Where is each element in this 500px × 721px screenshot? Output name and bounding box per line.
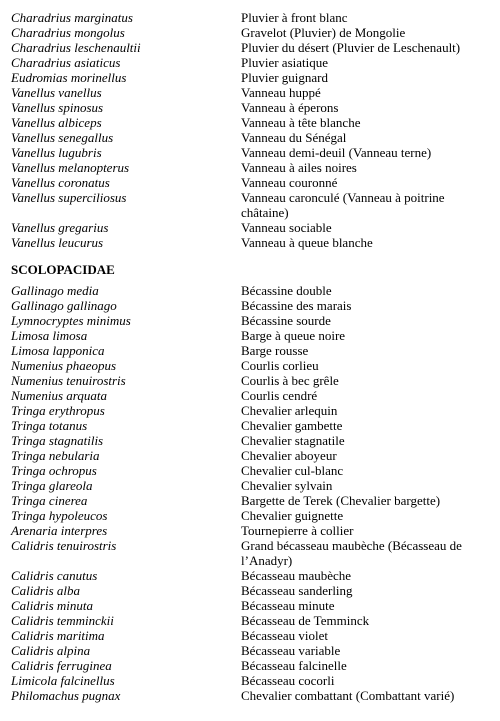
- latin-name: Vanellus melanopterus: [11, 160, 130, 175]
- latin-name: Limosa limosa: [11, 328, 88, 343]
- latin-name: Eudromias morinellus: [11, 70, 127, 85]
- french-name: Bécasseau minute: [241, 598, 335, 613]
- french-name: Grand bécasseau maubèche (Bécasseau de l’Anadyr): [241, 538, 462, 568]
- latin-name: Tringa totanus: [11, 418, 88, 433]
- latin-name: Vanellus spinosus: [11, 100, 104, 115]
- latin-name: Arenaria interpres: [11, 523, 108, 538]
- french-name: Courlis corlieu: [241, 358, 319, 373]
- french-name: Vanneau du Sénégal: [241, 130, 347, 145]
- french-name: Courlis à bec grêle: [241, 373, 339, 388]
- french-name: Chevalier aboyeur: [241, 448, 337, 463]
- latin-name: Tringa cinerea: [11, 493, 88, 508]
- french-name: Chevalier guignette: [241, 508, 344, 523]
- latin-name: Charadrius leschenaultii: [11, 40, 141, 55]
- french-name: Vanneau à tête blanche: [241, 115, 361, 130]
- latin-name: Calidris alpina: [11, 643, 91, 658]
- french-name: Bécasseau maubèche: [241, 568, 352, 583]
- latin-name: Lymnocryptes minimus: [11, 313, 131, 328]
- french-name: Courlis cendré: [241, 388, 318, 403]
- french-name: Barge à queue noire: [241, 328, 346, 343]
- latin-name: Calidris alba: [11, 583, 80, 598]
- section-heading-scolopacidae: SCOLOPACIDAE: [11, 262, 115, 277]
- french-name: Vanneau couronné: [241, 175, 338, 190]
- french-name: Bécasseau falcinelle: [241, 658, 347, 673]
- latin-name: Charadrius mongolus: [11, 25, 125, 40]
- latin-name: Vanellus gregarius: [11, 220, 109, 235]
- latin-name: Tringa glareola: [11, 478, 93, 493]
- french-name: Bargette de Terek (Chevalier bargette): [241, 493, 441, 508]
- latin-name: Tringa hypoleucos: [11, 508, 108, 523]
- latin-name: Limosa lapponica: [11, 343, 105, 358]
- latin-name: Gallinago gallinago: [11, 298, 117, 313]
- french-name: Chevalier stagnatile: [241, 433, 345, 448]
- latin-name: Tringa stagnatilis: [11, 433, 104, 448]
- latin-name: Tringa erythropus: [11, 403, 105, 418]
- latin-name: Tringa nebularia: [11, 448, 100, 463]
- latin-name: Calidris ferruginea: [11, 658, 112, 673]
- french-name: Chevalier sylvain: [241, 478, 333, 493]
- french-name: Vanneau demi-deuil (Vanneau terne): [241, 145, 432, 160]
- french-name: Chevalier combattant (Combattant varié): [241, 688, 455, 703]
- french-name: Pluvier guignard: [241, 70, 329, 85]
- french-name: Bécassine double: [241, 283, 332, 298]
- french-name: Bécasseau cocorli: [241, 673, 335, 688]
- french-name: Chevalier arlequin: [241, 403, 338, 418]
- french-name: Chevalier cul-blanc: [241, 463, 344, 478]
- latin-name: Numenius tenuirostris: [11, 373, 126, 388]
- french-name: Bécasseau variable: [241, 643, 341, 658]
- french-name: Vanneau caronculé (Vanneau à poitrine châtaine): [241, 190, 445, 220]
- french-name: Bécassine des marais: [241, 298, 352, 313]
- french-name: Pluvier à front blanc: [241, 10, 348, 25]
- latin-name: Tringa ochropus: [11, 463, 97, 478]
- french-name: Vanneau à ailes noires: [241, 160, 357, 175]
- latin-name: Limicola falcinellus: [11, 673, 115, 688]
- french-name: Gravelot (Pluvier) de Mongolie: [241, 25, 406, 40]
- latin-name: Vanellus vanellus: [11, 85, 102, 100]
- latin-name: Vanellus albiceps: [11, 115, 102, 130]
- latin-name: Calidris canutus: [11, 568, 98, 583]
- french-name: Barge rousse: [241, 343, 309, 358]
- french-name: Pluvier asiatique: [241, 55, 329, 70]
- french-name: Vanneau à queue blanche: [241, 235, 373, 250]
- latin-name: Philomachus pugnax: [11, 688, 121, 703]
- latin-name: Vanellus coronatus: [11, 175, 110, 190]
- latin-name: Calidris maritima: [11, 628, 105, 643]
- french-name: Bécasseau de Temminck: [241, 613, 370, 628]
- french-name: Bécasseau sanderling: [241, 583, 353, 598]
- latin-name: Calidris temminckii: [11, 613, 114, 628]
- french-name: Tournepierre à collier: [241, 523, 354, 538]
- latin-name: Calidris minuta: [11, 598, 93, 613]
- latin-name: Gallinago media: [11, 283, 99, 298]
- latin-name: Calidris tenuirostris: [11, 538, 117, 553]
- latin-name: Charadrius asiaticus: [11, 55, 121, 70]
- french-name: Chevalier gambette: [241, 418, 343, 433]
- french-name: Vanneau sociable: [241, 220, 332, 235]
- latin-name: Numenius arquata: [11, 388, 107, 403]
- french-name: Vanneau huppé: [241, 85, 321, 100]
- latin-name: Vanellus lugubris: [11, 145, 102, 160]
- latin-name: Numenius phaeopus: [11, 358, 117, 373]
- french-name: Bécasseau violet: [241, 628, 328, 643]
- french-name: Vanneau à éperons: [241, 100, 339, 115]
- french-name: Pluvier du désert (Pluvier de Leschenault): [241, 40, 461, 55]
- latin-name: Vanellus superciliosus: [11, 190, 127, 205]
- latin-name: Vanellus senegallus: [11, 130, 114, 145]
- latin-name: Charadrius marginatus: [11, 10, 133, 25]
- french-name: Bécassine sourde: [241, 313, 331, 328]
- latin-name: Vanellus leucurus: [11, 235, 104, 250]
